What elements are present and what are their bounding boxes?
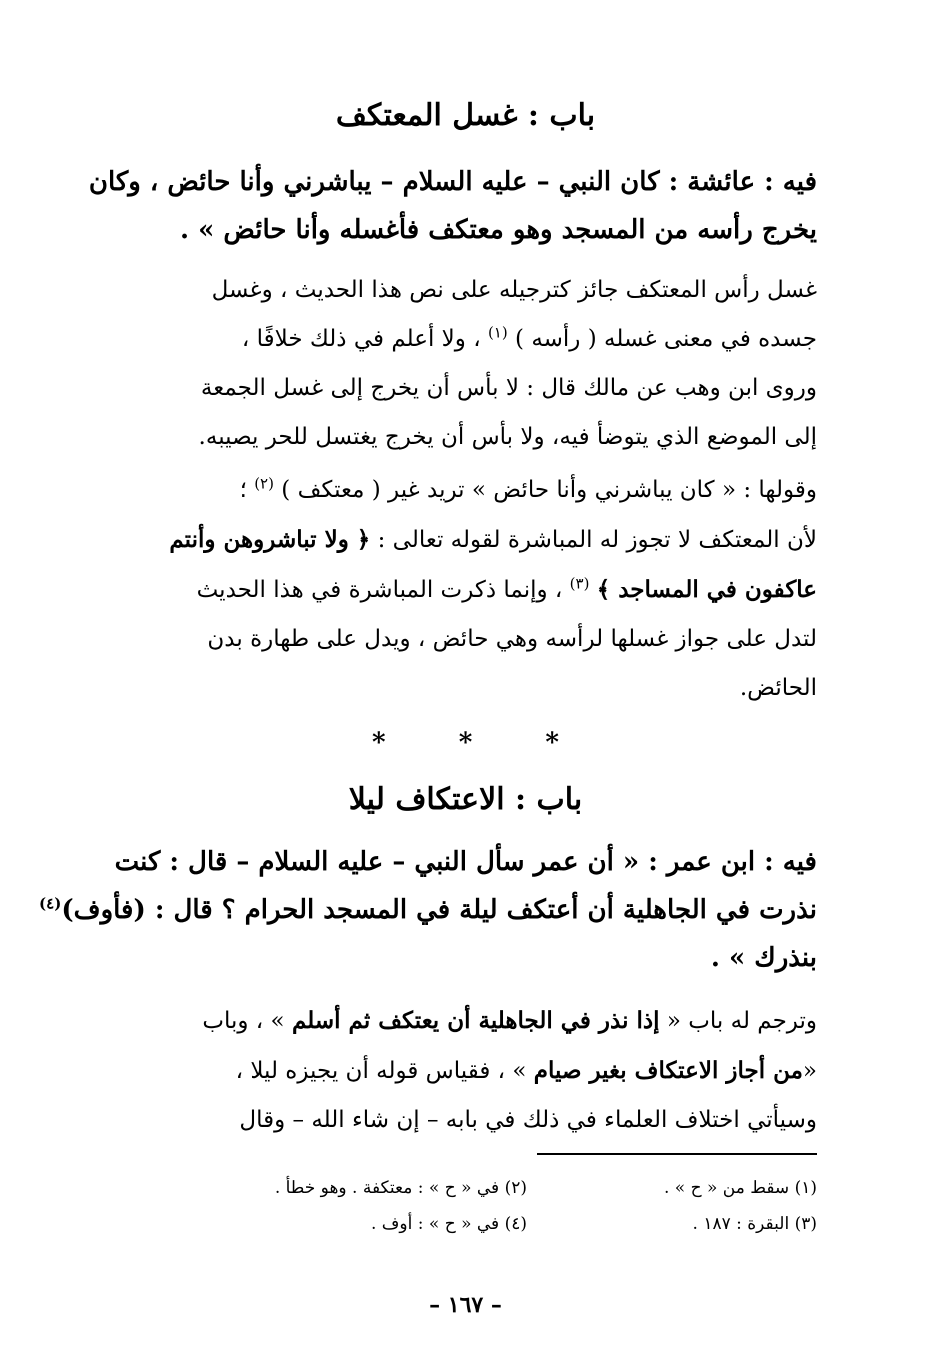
hadith-ibn-umar [39,838,817,982]
separator-star: * [372,728,386,758]
hadith-line: يخرج رأسه من المسجد وهو معتكف فأغسله وأنا حائض » . [180,215,817,245]
commentary-paragraph-1 [135,266,817,462]
separator-star: * [458,728,473,758]
text-fragment: ؛ [239,477,247,503]
text-line [135,996,817,1046]
text-fragment: ، وإنما ذكرت المباشرة في هذا الحديث [196,577,563,603]
text-line: وسيأتي اختلاف العلماء في ذلك في بابه – إن شاء الله – وقال [239,1107,817,1133]
separator-star: * [545,728,559,758]
footnote-2: (٢) في « ح » : معتكفة . وهو خطأ . [274,1178,527,1198]
text-line: وروى ابن وهب عن مالك قال : لا بأس أن يخرج إلى غسل الجمعة [200,375,817,401]
chapter-title-washing-of-mutakif: باب : غسل المعتكف [335,98,596,133]
commentary-paragraph-2 [135,466,817,713]
hadith-line: بنذرك » . [710,943,817,973]
bab-title-reference: من أجاز الاعتكاف بغير صيام [533,1057,803,1084]
hadith-aisha [88,158,817,254]
text-fragment: وقولها : « كان يباشرني وأنا حائض » تريد غير ( معتكف ) [281,477,817,503]
commentary-paragraph-3 [135,996,817,1145]
quran-quote: ﴿ ولا تباشروهن وأنتم [169,526,371,553]
footnote-divider [537,1153,817,1155]
text-line [135,1046,817,1096]
page-number: – ١٦٧ – [429,1292,502,1318]
bab-title-reference: إذا نذر في الجاهلية أن يعتكف ثم أسلم [291,1007,660,1034]
text-fragment: ، ولا أعلم في ذلك خلافًا ، [241,326,481,352]
text-fragment: « [802,1058,817,1084]
text-fragment: نذرت في الجاهلية أن أعتكف ليلة في المسجد الحرام ؟ قال : (فأوف) [61,895,817,925]
section-separator [0,728,931,758]
text-line [135,315,817,364]
text-line [135,565,817,615]
footnote-4: (٤) في « ح » : أوف . [371,1214,527,1234]
text-fragment: جسده في معنى غسله ( رأسه ) [515,326,817,352]
text-fragment: لأن المعتكف لا تجوز له المباشرة لقوله تعالى : [377,527,817,553]
footnote-ref: (٤) [39,894,62,913]
quran-quote: عاكفون في المساجد ﴾ [596,576,817,603]
footnote-ref: (١) [487,323,508,342]
text-line: إلى الموضع الذي يتوضأ فيه، ولا بأس أن يخرج يغتسل للحر يصيبه. [198,424,817,450]
text-fragment: » ، فقياس قوله أن يجيزه ليلا ، [235,1058,527,1084]
hadith-line: فيه : عائشة : كان النبي – عليه السلام – يباشرني وأنا حائض ، وكان [88,167,817,197]
hadith-line [39,886,817,934]
text-line [135,466,817,515]
text-fragment: » ، وباب [202,1008,285,1034]
footnote-ref: (٣) [569,574,590,593]
footnote-ref: (٢) [254,474,274,493]
text-line: الحائض. [739,675,817,701]
footnote-3: (٣) البقرة : ١٨٧ . [692,1214,817,1234]
footnote-1: (١) سقط من « ح » . [663,1178,817,1198]
chapter-title-itikaf-at-night: باب : الاعتكاف ليلا [348,782,583,817]
hadith-line: فيه : ابن عمر : « أن عمر سأل النبي – عليه السلام – قال : كنت [114,847,817,877]
text-fragment: وترجم له باب « [666,1008,817,1034]
text-line [135,515,817,565]
text-line: غسل رأس المعتكف جائز كترجيله على نص هذا الحديث ، وغسل [211,277,817,303]
text-line: لتدل على جواز غسلها لرأسه وهي حائض ، ويدل على طهارة بدن [207,626,817,652]
